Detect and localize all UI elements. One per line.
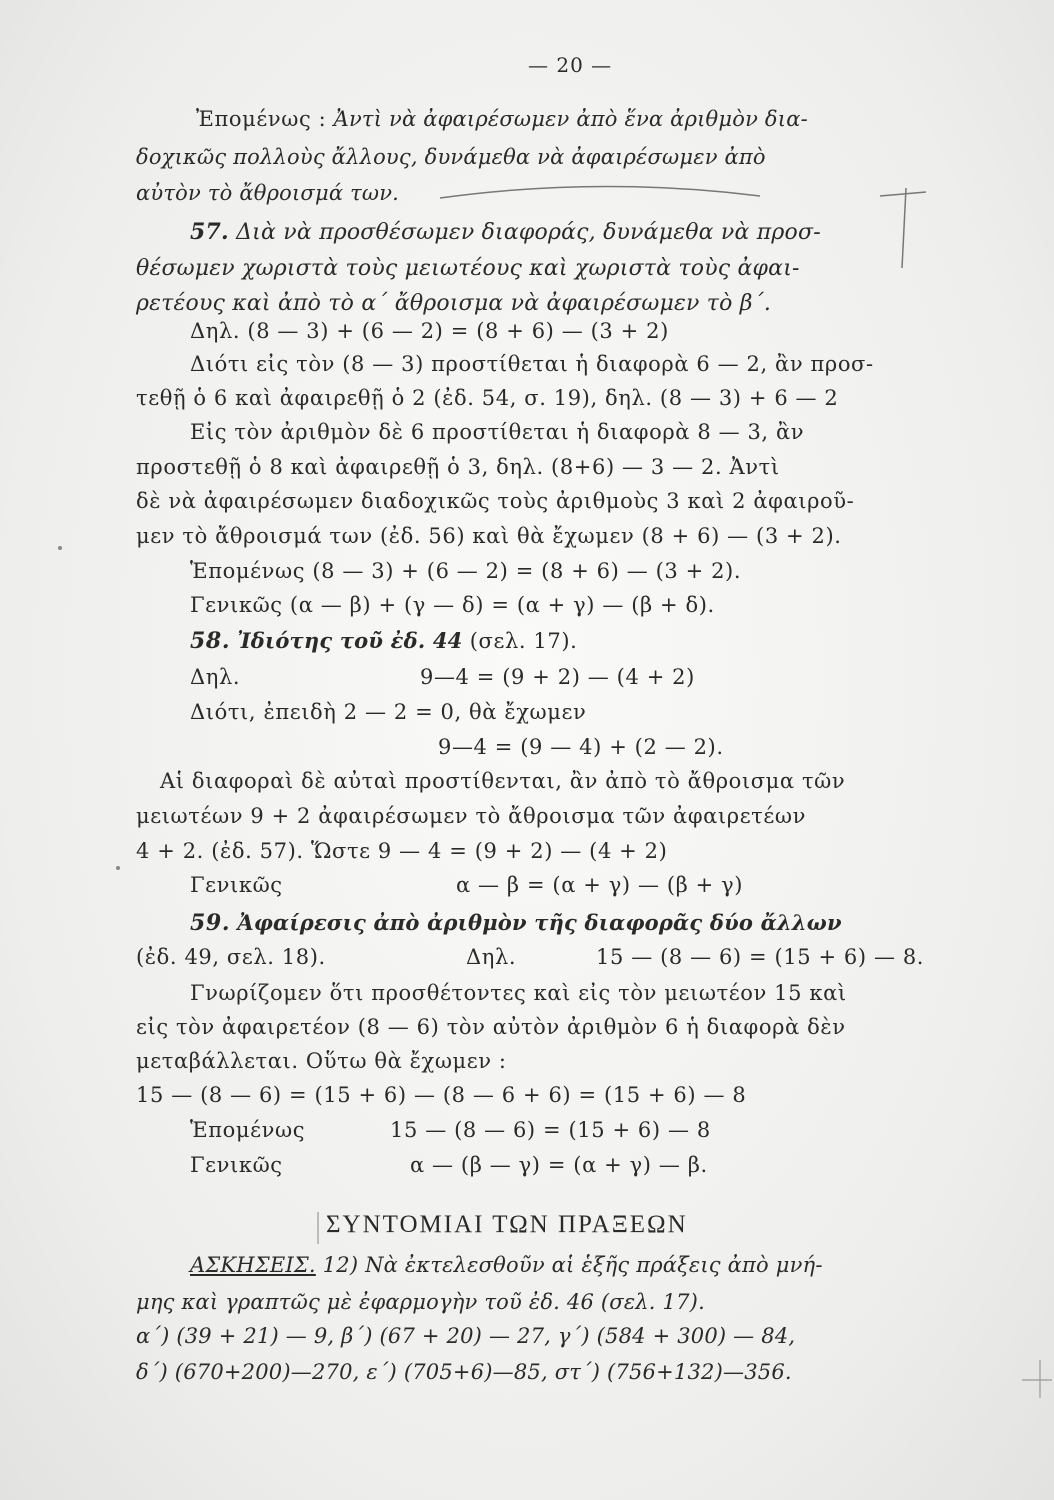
sec57-proof-5: δὲ νὰ ἀφαιρέσωμεν διαδοχικῶς τοὺς ἀριθμοὺς 3 καὶ 2 ἀφαιροῦ-	[136, 489, 855, 513]
sec57-number: 57.	[190, 219, 229, 245]
sec58-general-label: Γενικῶς	[190, 873, 283, 897]
sec59-body-4: 15 — (8 — 6) = (15 + 6) — (8 — 6 + 6) = (15 + 6) — 8	[136, 1083, 747, 1107]
sec57-proof-4: προστεθῇ ὁ 8 καὶ ἀφαιρεθῇ ὁ 3, δηλ. (8+6) — 3 — 2. Ἀντὶ	[136, 455, 780, 479]
sec59-general-eq: α — (β — γ) = (α + γ) — β.	[410, 1153, 708, 1177]
exercises-line-2: μης καὶ γραπτῶς μὲ ἐφαρμογὴν τοῦ ἐδ. 46 (σελ. 17).	[136, 1290, 705, 1314]
sec57-proof-1: Διότι εἰς τὸν (8 — 3) προστίθεται ἡ διαφορὰ 6 — 2, ἂν προσ-	[190, 352, 874, 376]
sec58-number: 58.	[190, 628, 231, 654]
page-number: — 20 —	[528, 53, 613, 77]
sec57-proof-6: μεν τὸ ἄθροισμά των (ἐδ. 56) καὶ θὰ ἔχωμεν (8 + 6) — (3 + 2).	[136, 524, 842, 548]
sec57-proof-2: τεθῇ ὁ 6 καὶ ἀφαιρεθῇ ὁ 2 (ἐδ. 54, σ. 19), δηλ. (8 — 3) + 6 — 2	[136, 386, 839, 410]
sec59-hence-label: Ἑπομένως	[190, 1118, 306, 1142]
sec58-because: Διότι, ἐπειδὴ 2 — 2 = 0, θὰ ἔχωμεν	[190, 700, 587, 724]
intro-line-2: δοχικῶς πολλοὺς ἄλλους, δυνάμεθα νὰ ἀφαιρέσωμεν ἀπὸ	[136, 145, 766, 169]
pencil-cross-stroke	[880, 192, 926, 196]
sec59-hence-eq: 15 — (8 — 6) = (15 + 6) — 8	[390, 1118, 711, 1142]
intro-rule-start: Ἀντὶ νὰ ἀφαιρέσωμεν ἀπὸ ἕνα ἀριθμὸν δια-	[333, 107, 808, 131]
intro-line-3: αὐτὸν τὸ ἄθροισμά των.	[136, 181, 400, 205]
sec59-body-1: Γνωρίζομεν ὅτι προσθέτοντες καὶ εἰς τὸν μειωτέον 15 καὶ	[190, 981, 847, 1005]
sec58-title: Ἰδιότης τοῦ ἐδ. 44	[237, 628, 463, 653]
pencil-underline-stroke	[440, 186, 760, 198]
sec59-eq: 15 — (8 — 6) = (15 + 6) — 8.	[596, 945, 925, 969]
sec58-general-eq: α — β = (α + γ) — (β + γ)	[456, 873, 744, 897]
exercises-label: ΑΣΚΗΣΕΙΣ.	[190, 1253, 316, 1277]
sec57-rule-2: θέσωμεν χωριστὰ τοὺς μειωτέους καὶ χωριστὰ τοὺς ἀφαι-	[136, 256, 800, 281]
margin-dot-2	[116, 866, 120, 870]
sec59-body-3: μεταβάλλεται. Οὕτω θὰ ἔχωμεν :	[136, 1049, 507, 1073]
sec59-general-label: Γενικῶς	[190, 1153, 283, 1177]
sec58-body-2: μειωτέων 9 + 2 ἀφαιρέσωμεν τὸ ἄθροισμα τῶν ἀφαιρετέων	[136, 804, 806, 828]
sec57-proof-3: Εἰς τὸν ἀριθμὸν δὲ 6 προστίθεται ἡ διαφορὰ 8 — 3, ἂν	[190, 420, 805, 444]
exercise-12-intro: 12) Νὰ ἐκτελεσθοῦν αἱ ἑξῆς πράξεις ἀπὸ μνή-	[322, 1253, 823, 1277]
sec58-eq-2: 9—4 = (9 — 4) + (2 — 2).	[438, 735, 724, 759]
sec57-rule-1: Διὰ νὰ προσθέσωμεν διαφοράς, δυνάμεθα νὰ προσ-	[236, 220, 821, 245]
sec59-dil: Δηλ.	[466, 945, 517, 969]
sec58-body-1: Αἱ διαφοραὶ δὲ αὐταὶ προστίθενται, ἂν ἀπὸ τὸ ἄθροισμα τῶν	[160, 769, 846, 793]
sec58-ref: (σελ. 17).	[469, 629, 578, 653]
sec57-general: Γενικῶς (α — β) + (γ — δ) = (α + γ) — (β + δ).	[190, 593, 715, 617]
sec58-dil: Δηλ.	[190, 665, 241, 689]
sec58-body-3: 4 + 2. (ἐδ. 57). Ὥστε 9 — 4 = (9 + 2) — (4 + 2)	[136, 839, 668, 863]
exercises-line-3: α΄) (39 + 21) — 9, β΄) (67 + 20) — 27, γ΄) (584 + 300) — 84,	[136, 1324, 796, 1348]
margin-dot-1	[58, 546, 62, 550]
sec59-number: 59.	[190, 910, 231, 936]
shortcuts-heading: ΣΥΝΤΟΜΙΑΙ ΤΩΝ ΠΡΑΞΕΩΝ	[326, 1211, 688, 1238]
pencil-vertical-stroke	[902, 188, 906, 268]
sec58-eq-1: 9—4 = (9 + 2) — (4 + 2)	[420, 665, 695, 689]
sec57-hence: Ἑπομένως (8 — 3) + (6 — 2) = (8 + 6) — (3 + 2).	[190, 559, 742, 583]
exercises-line-4: δ΄) (670+200)—270, ε΄) (705+6)—85, στ΄) (756+132)—356.	[136, 1360, 792, 1384]
sec57-example: Δηλ. (8 — 3) + (6 — 2) = (8 + 6) — (3 + 2)	[190, 319, 669, 343]
intro-label: Ἐπομένως :	[196, 107, 327, 131]
sec59-ref: (ἐδ. 49, σελ. 18).	[136, 945, 326, 969]
sec59-title: Ἀφαίρεσις ἀπὸ ἀριθμὸν τῆς διαφορᾶς δύο ἄλλων	[237, 910, 842, 935]
sec59-body-2: εἰς τὸν ἀφαιρετέον (8 — 6) τὸν αὐτὸν ἀριθμὸν 6 ἡ διαφορὰ δὲν	[136, 1015, 846, 1039]
sec57-rule-3: ρετέους καὶ ἀπὸ τὸ α΄ ἄθροισμα νὰ ἀφαιρέσωμεν τὸ β΄.	[136, 291, 772, 316]
